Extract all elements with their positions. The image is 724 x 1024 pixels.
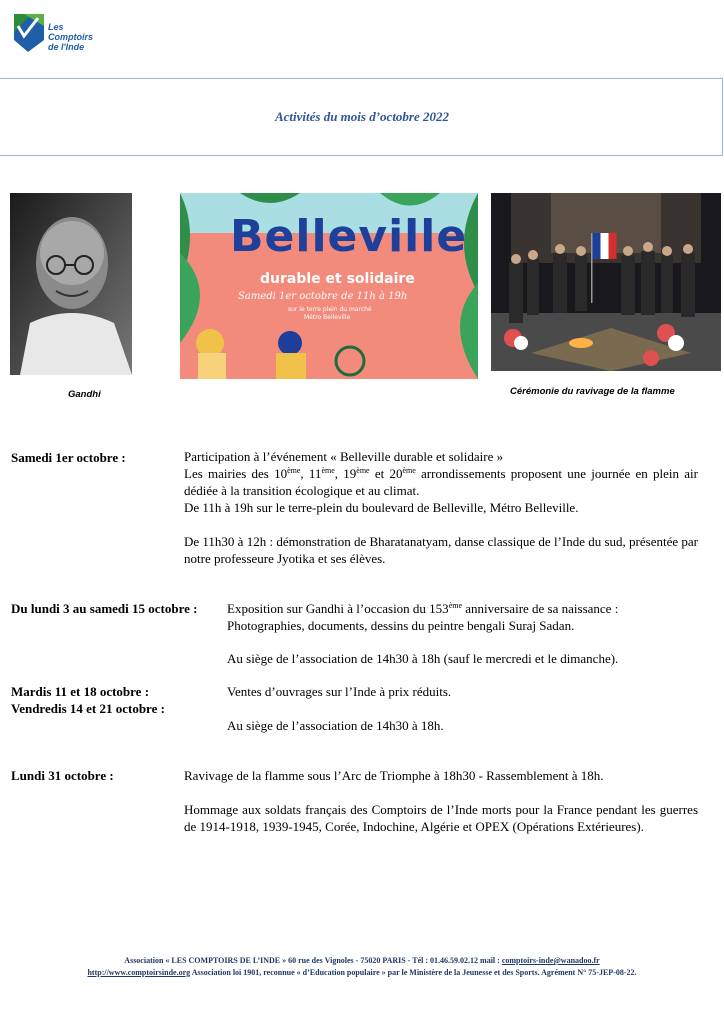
footer-address: Association « LES COMPTOIRS DE L’INDE » 60 rue des Vignoles - 75020 PARIS - Tél : 01.46.59.02.12 mail : comptoirs-inde@wanadoo.fr [124, 956, 600, 965]
logo-name [48, 22, 110, 52]
event2-date: Du lundi 3 au samedi 15 octobre : [11, 601, 198, 616]
logo [10, 12, 110, 56]
logo-line2: de l'Inde [48, 42, 85, 52]
event1-time-place: De 11h à 19h sur le terre-plein du boulevard de Belleville, Métro Belleville. [184, 500, 579, 515]
ceremony-caption: Cérémonie du ravivage de la flamme [510, 386, 675, 397]
event3-title: Ventes d’ouvrages sur l’Inde à prix réduits. [227, 684, 452, 699]
logo-line1: Les Comptoirs [48, 22, 93, 42]
event1-date: Samedi 1er octobre : [11, 450, 126, 465]
belleville-date: Samedi 1er octobre de 11h à 19h [238, 291, 408, 302]
event3-date1: Mardis 11 et 18 octobre : [11, 684, 150, 699]
event4-tribute: Hommage aux soldats français des Comptoirs de l’Inde morts pour la France pendant les guerres de 1914-1918, 1939-1945, Corée, Indochine, Algérie et OPEX (Opérations Extérieures). [184, 802, 698, 834]
event4-title: Ravivage de la flamme sous l’Arc de Triomphe à 18h30 - Rassemblement à 18h. [184, 768, 604, 783]
event4-date: Lundi 31 octobre : [11, 768, 114, 783]
event1-demonstration: De 11h30 à 12h : démonstration de Bharatanatyam, danse classique de l’Inde du sud, présentée par notre professeure Jyotika et ses élèves. [184, 534, 698, 566]
gandhi-photo [10, 193, 132, 375]
page-title: Activités du mois d’octobre 2022 [274, 109, 450, 124]
footer-email-link[interactable]: comptoirs-inde@wanadoo.fr [501, 956, 600, 965]
footer-association: http://www.comptoirsinde.org Association loi 1901, reconnue « d’Education populaire » par le Ministère de la Jeunesse et des Sports. Agrément N° 75-JEP-08-22. [87, 968, 637, 977]
belleville-poster [180, 193, 478, 379]
belleville-subtitle: durable et solidaire [260, 271, 415, 287]
event1-description: Les mairies des 10ème, 11ème, 19ème et 20ème arrondissements proposent une journée en plein air dédiée à la transition écologique et au climat. [184, 466, 698, 498]
event3-hours: Au siège de l’association de 14h30 à 18h. [227, 718, 444, 733]
event3-date2: Vendredis 14 et 21 octobre : [11, 701, 165, 716]
footer-website-link[interactable]: http://www.comptoirsinde.org [87, 968, 191, 977]
event2-hours: Au siège de l’association de 14h30 à 18h (sauf le mercredi et le dimanche). [227, 651, 619, 666]
gandhi-caption: Gandhi [68, 389, 101, 400]
ceremony-photo [491, 193, 721, 371]
event1-title: Participation à l’événement « Belleville durable et solidaire » [184, 449, 504, 464]
event2-details: Photographies, documents, dessins du peintre bengali Suraj Sadan. [227, 618, 575, 633]
belleville-place1: sur le terre plein du marché [288, 306, 372, 313]
belleville-title: Belleville [230, 211, 468, 262]
belleville-place2: Métro Belleville [304, 314, 351, 321]
event2-title: Exposition sur Gandhi à l’occasion du 153ème anniversaire de sa naissance : [227, 601, 619, 616]
logo-shield-icon [10, 12, 46, 54]
